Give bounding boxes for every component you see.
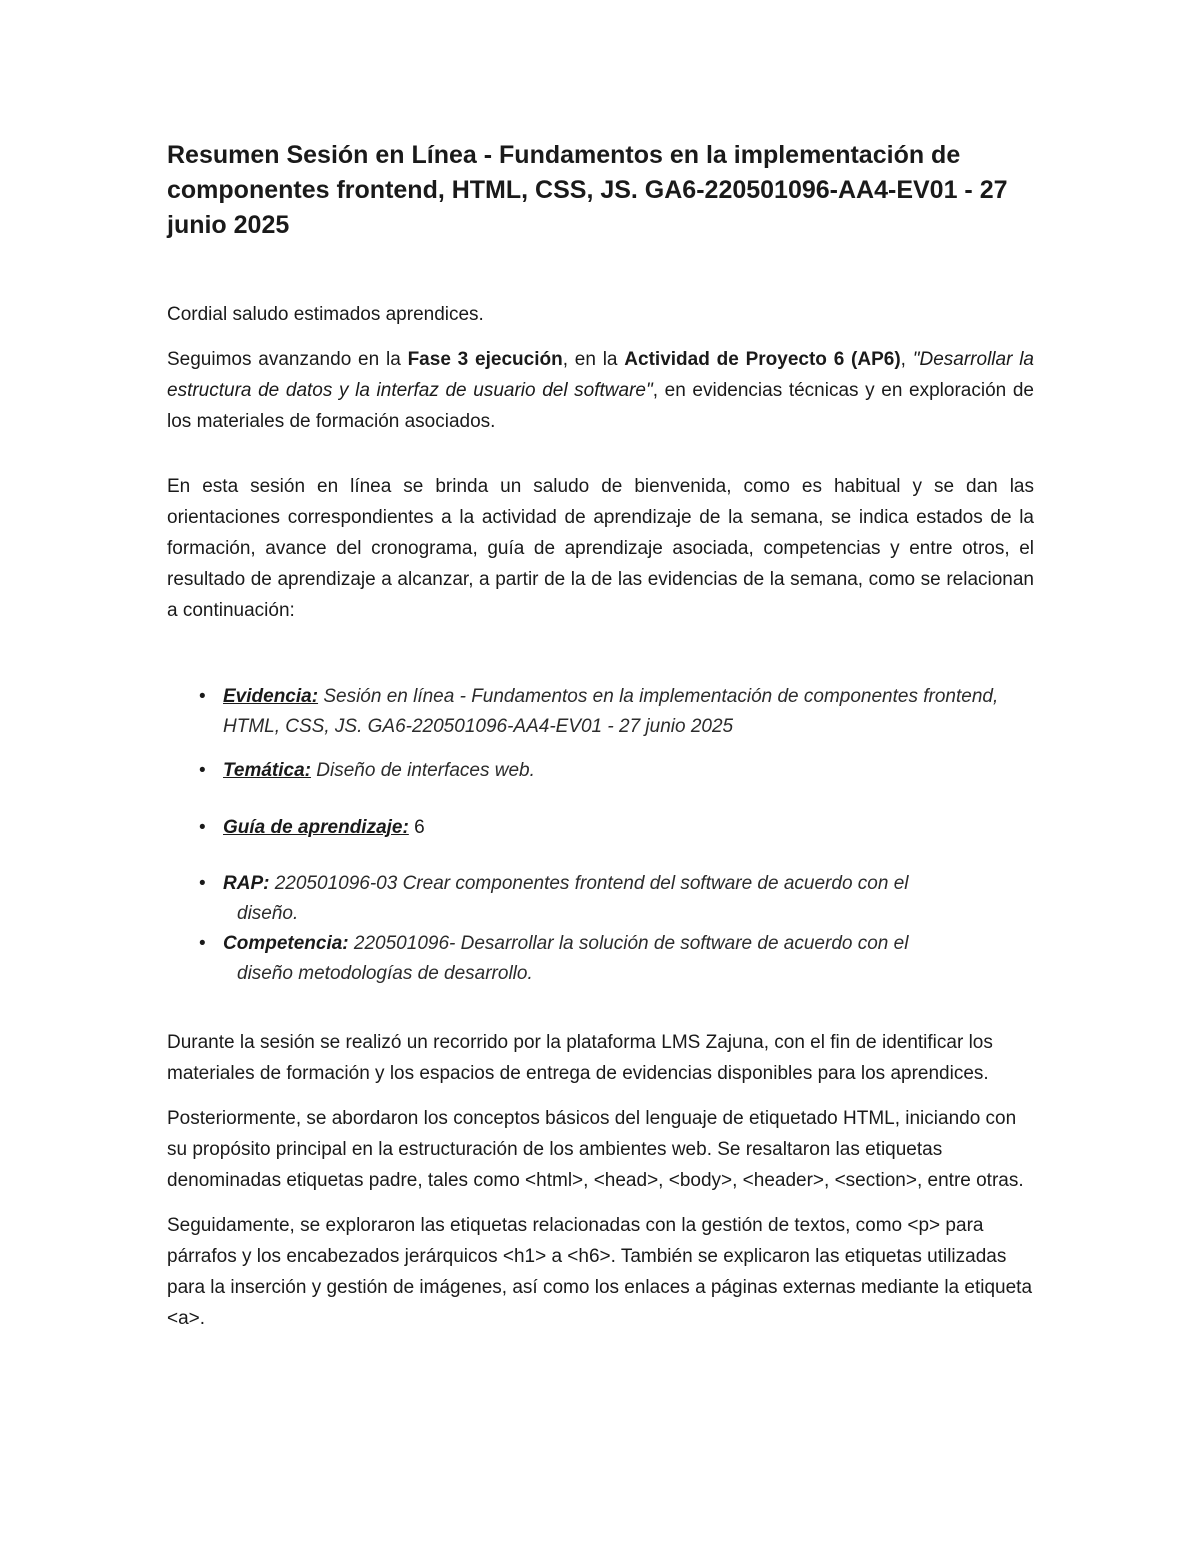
rap-value-continued: diseño. [237,903,299,924]
tematica-value: Diseño de interfaces web. [311,760,535,781]
competencia-label: Competencia: [223,933,349,954]
competencia-value-continued: diseño metodologías de desarrollo. [237,963,533,984]
list-item-tematica [167,756,1034,786]
greeting: Cordial saludo estimados aprendices. [167,304,484,325]
bullet-icon: • [199,760,206,781]
list-item-competencia [167,929,1034,989]
intro-paragraph [167,344,1034,437]
activity-quote: "Desarrollar la estructura de datos y la interfaz de usuario del software" [167,349,1034,401]
intro-text-3: , [900,349,913,370]
list-item-evidencia [167,682,1034,742]
summary-paragraph-2: Posteriormente, se abordaron los conceptos básicos del lenguaje de etiquetado HTML, iniciando con su propósito principal en la estructuración de los ambientes web. Se resaltaron las etiquetas denominadas etiquetas padre, tales como <html>, <head>, <body>, <header>, <section>, entre otras. [167,1108,1024,1191]
activity-label: Actividad de Proyecto 6 (AP6) [624,349,901,370]
session-details-list [167,682,1034,989]
document-title: Resumen Sesión en Línea - Fundamentos en la implementación de componentes frontend, HTML, CSS, JS. GA6-220501096-AA4-EV01 - 27 junio 2025 [167,141,1008,239]
list-item-rap [167,869,1034,929]
bullet-icon: • [199,933,206,954]
tematica-label: Temática: [223,760,311,781]
rap-label: RAP: [223,873,270,894]
bullet-icon: • [199,873,206,894]
summary-paragraph-1: Durante la sesión se realizó un recorrido por la plataforma LMS Zajuna, con el fin de identificar los materiales de formación y los espacios de entrega de evidencias disponibles para los aprendices. [167,1032,993,1084]
session-paragraph: En esta sesión en línea se brinda un saludo de bienvenida, como es habitual y se dan las orientaciones correspondientes a la actividad de aprendizaje de la semana, se indica estados de la formación, avance del cronograma, guía de aprendizaje asociada, competencias y entre otros, el resultado de aprendizaje a alcanzar, a partir de la de las evidencias de la semana, como se relacionan a continuación: [167,476,1034,621]
guia-label: Guía de aprendizaje: [223,817,409,838]
intro-text-4: , en evidencias técnicas y en exploración de los materiales de formación asociados. [167,380,1034,432]
phase-label: Fase 3 ejecución [407,349,563,370]
evidencia-value: Sesión en línea - Fundamentos en la implementación de componentes frontend, HTML, CSS, JS. GA6-220501096-AA4-EV01 - 27 junio 2025 [223,686,999,737]
summary-paragraph-3: Seguidamente, se exploraron las etiquetas relacionadas con la gestión de textos, como <p> para párrafos y los encabezados jerárquicos <h1> a <h6>. También se explicaron las etiquetas utilizadas para la inserción y gestión de imágenes, así como los enlaces a páginas externas mediante la etiqueta <a>. [167,1215,1033,1329]
evidencia-label: Evidencia: [223,686,319,707]
guia-value: 6 [408,817,425,838]
list-item-guia [167,813,1034,843]
bullet-icon: • [199,686,206,707]
rap-value: 220501096-03 Crear componentes frontend del software de acuerdo con el [269,873,909,894]
intro-text-1: Seguimos avanzando en la [167,349,408,370]
bullet-icon: • [199,817,206,838]
intro-text-2: , en la [562,349,625,370]
competencia-value: 220501096- Desarrollar la solución de software de acuerdo con el [348,933,909,954]
